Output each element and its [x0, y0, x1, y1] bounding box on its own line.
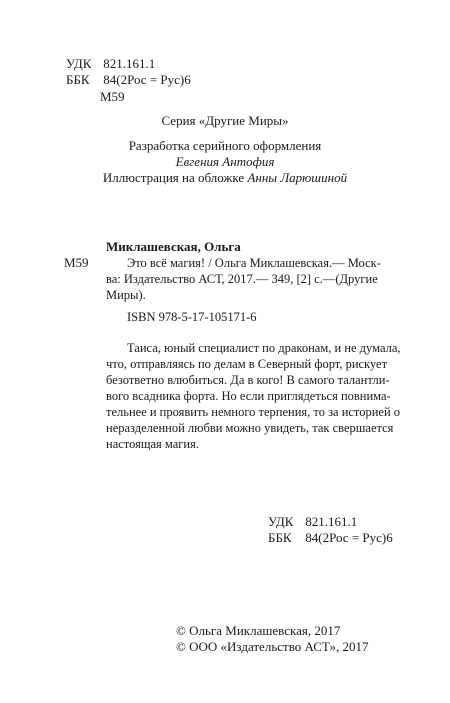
- footer-udk-label: УДК: [268, 514, 294, 529]
- udk-value: 821.161.1: [103, 56, 156, 71]
- bbk-label: ББК: [66, 72, 90, 87]
- footer-udk-line: [268, 514, 357, 530]
- credits-line-1: Разработка серийного оформления: [128, 138, 322, 153]
- catalog-author: Миклашевская, Ольга: [106, 239, 241, 254]
- annotation-line-2: что, отправляясь по делам в Северный форт, рискует: [106, 357, 388, 371]
- annotation-line-4: вого всадника форта. Но если приглядеться повнима-: [106, 389, 391, 403]
- bbk-line: [66, 72, 191, 88]
- annotation-line-7: настоящая магия.: [106, 437, 199, 451]
- catalog-line-3: Миры).: [106, 288, 146, 302]
- annotation-line-1: Таиса, юный специалист по драконам, и не думала,: [127, 341, 401, 355]
- author-mark-catalog: М59: [64, 255, 89, 270]
- catalog-line-1: Это всё магия! / Ольга Миклашевская.— Моск-: [127, 256, 381, 270]
- credits-line-3-prefix: Иллюстрация на обложке: [102, 170, 248, 185]
- credits-line-3: [0, 170, 450, 186]
- series-title: Серия «Другие Миры»: [161, 113, 289, 128]
- footer-bbk-label: ББК: [268, 530, 292, 545]
- annotation-line-6: неразделенной любви можно увидеть, так свершается: [106, 421, 394, 435]
- author-mark-top: М59: [100, 89, 125, 104]
- copyright-author: © Ольга Миклашевская, 2017: [176, 623, 341, 638]
- copyright-publisher: © ООО «Издательство АСТ», 2017: [176, 639, 369, 654]
- footer-bbk-line: [268, 530, 393, 546]
- isbn: ISBN 978-5-17-105171-6: [127, 310, 257, 324]
- footer-bbk-value: 84(2Рос = Рус)6: [305, 530, 393, 545]
- credits-line-3-name: Анны Ларюшиной: [247, 170, 348, 185]
- udk-label: УДК: [66, 56, 92, 71]
- annotation-line-3: безответно влюбиться. Да в кого! В самого талантли-: [106, 373, 390, 387]
- annotation-line-5: тельнее и проявить немного терпения, то за историей о: [106, 405, 401, 419]
- bbk-value: 84(2Рос = Рус)6: [103, 72, 191, 87]
- credits-line-2: Евгения Антофия: [175, 154, 275, 169]
- catalog-line-2: ва: Издательство АСТ, 2017.— 349, [2] с.—(Другие: [106, 272, 378, 286]
- footer-udk-value: 821.161.1: [305, 514, 358, 529]
- udk-line: [66, 56, 155, 72]
